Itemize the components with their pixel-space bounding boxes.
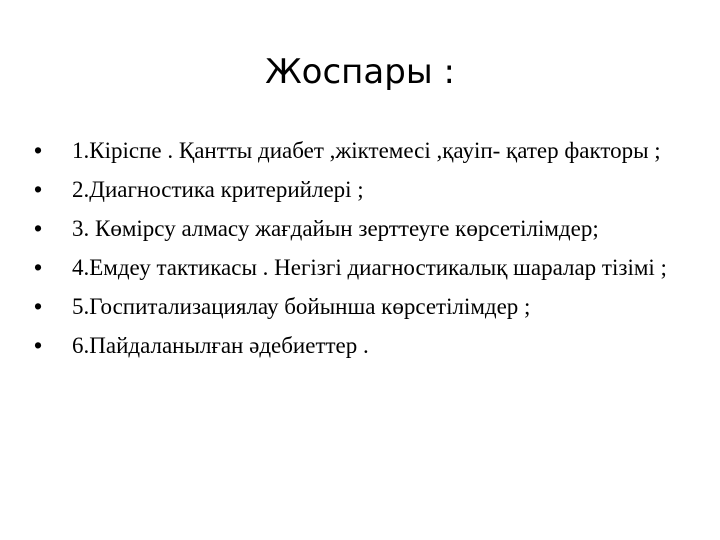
bullet-icon: • bbox=[34, 215, 43, 241]
list-item bbox=[34, 212, 694, 245]
bullet-icon: • bbox=[34, 137, 43, 163]
list-item-text: 6.Пайдаланылған әдебиеттер . bbox=[72, 333, 369, 358]
list-item bbox=[34, 251, 694, 284]
list-item bbox=[34, 290, 694, 323]
list-item-text: 1.Кіріспе . Қантты диабет ,жіктемесі ,қауіп- қатер факторы ; bbox=[72, 138, 661, 163]
list-item-text: 3. Көмірсу алмасу жағдайын зерттеуге көрсетілімдер; bbox=[72, 216, 599, 241]
list-item-text: 4.Емдеу тактикасы . Негізгі диагностикалық шаралар тізімі ; bbox=[72, 255, 667, 280]
slide-title: Жоспары : bbox=[265, 52, 455, 92]
list-item bbox=[34, 134, 694, 167]
list-item bbox=[34, 329, 694, 362]
list-item bbox=[34, 173, 694, 206]
bullet-icon: • bbox=[34, 293, 43, 319]
bullet-icon: • bbox=[34, 176, 43, 202]
list-item-text: 2.Диагностика критерийлері ; bbox=[72, 177, 364, 202]
bullet-icon: • bbox=[34, 254, 43, 280]
bullet-list bbox=[34, 134, 694, 368]
bullet-icon: • bbox=[34, 332, 43, 358]
list-item-text: 5.Госпитализациялау бойынша көрсетілімдер ; bbox=[72, 294, 531, 319]
